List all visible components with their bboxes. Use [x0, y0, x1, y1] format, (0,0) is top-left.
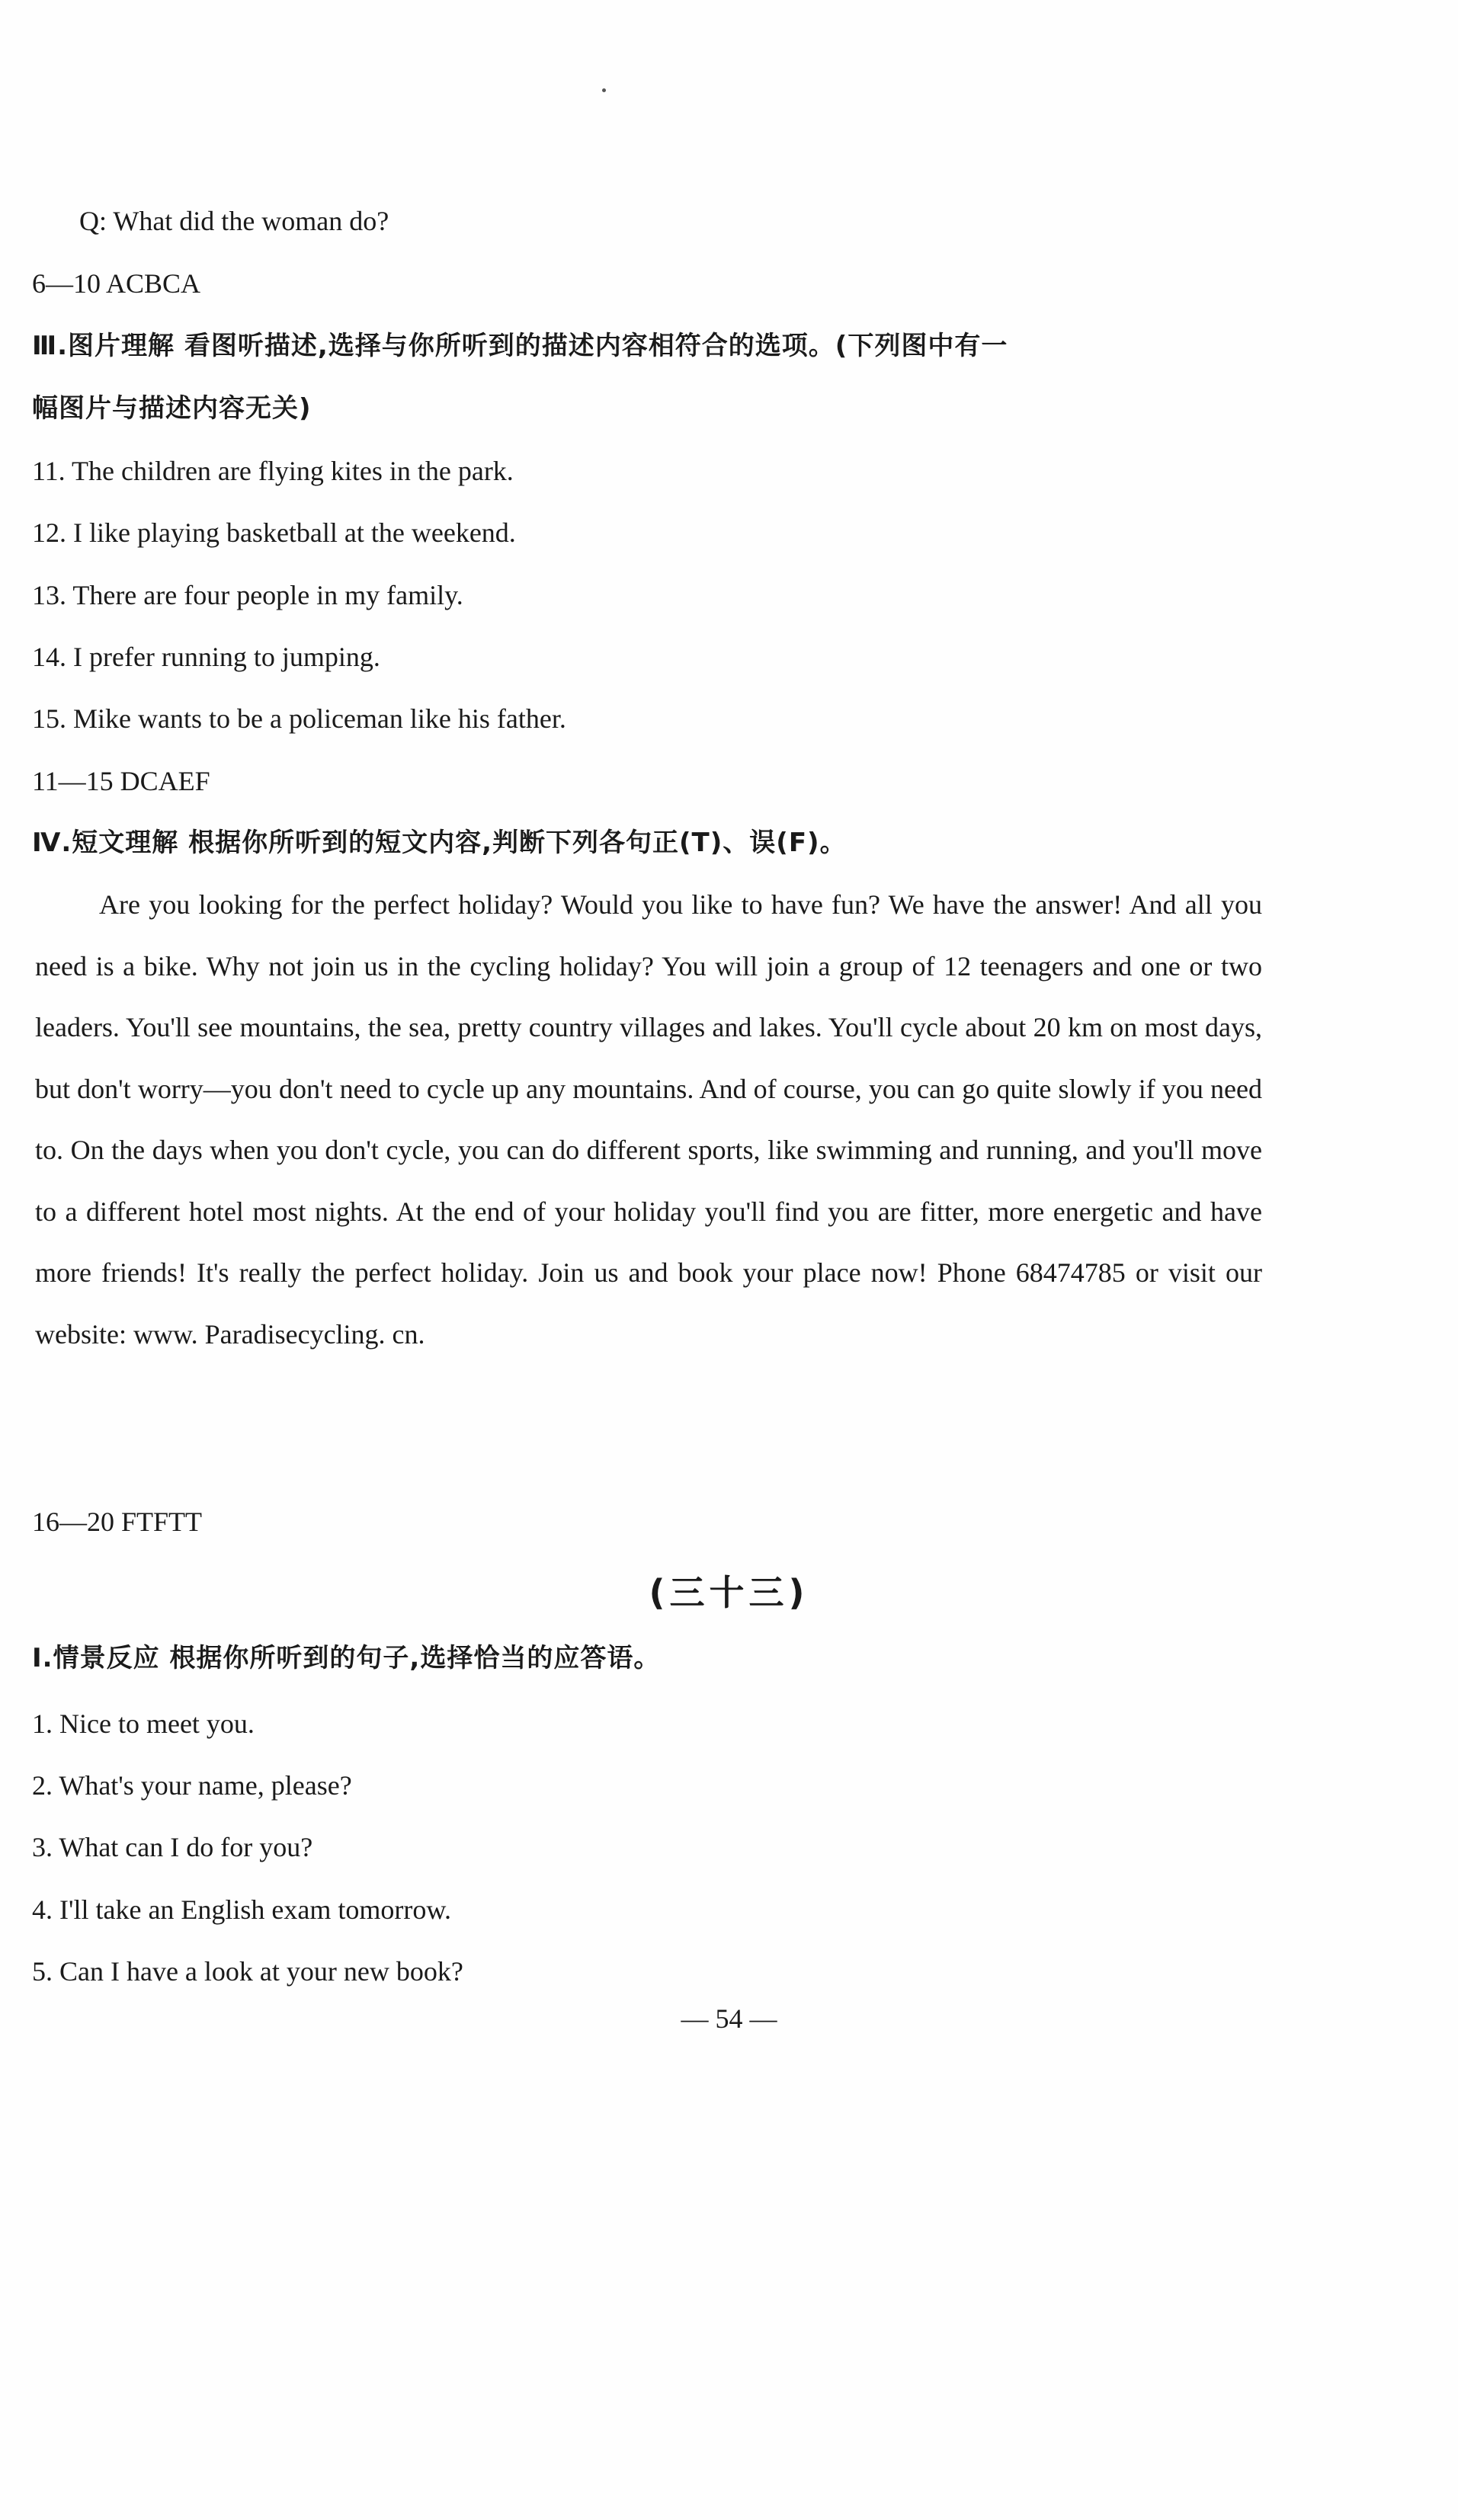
scan-speck [602, 88, 606, 92]
question-line: Q: What did the woman do? [79, 206, 389, 236]
response-item-1: 1. Nice to meet you. [32, 1708, 255, 1739]
section-title: (三十三) [649, 1572, 809, 1613]
listening-item-11: 11. The children are flying kites in the park. [32, 456, 514, 486]
listening-item-14: 14. I prefer running to jumping. [32, 642, 380, 672]
listening-item-15: 15. Mike wants to be a policeman like his father. [32, 703, 566, 734]
response-item-4: 4. I'll take an English exam tomorrow. [32, 1894, 452, 1925]
section-3-heading-cont: 幅图片与描述内容无关) [32, 393, 312, 424]
response-item-5: 5. Can I have a look at your new book? [32, 1956, 463, 1987]
answer-6-10: 6—10 ACBCA [32, 268, 201, 299]
listening-item-12: 12. I like playing basketball at the weekend. [32, 517, 516, 548]
section-3-heading: Ⅲ.图片理解 看图听描述,选择与你所听到的描述内容相符合的选项。(下列图中有一 [32, 331, 1008, 361]
reading-passage: Are you looking for the perfect holiday? Would you like to have fun? We have the answer! And all you need is a bike. Why not join us in the cycling holiday? You will join a group of 12 teenagers and one or two leaders. You'll see mountains, the sea, pretty country villages and lakes. You'll cycle about 20 km on most days, but don't worry—you don't need to cycle up any mountains. And of course, you can go quite slowly if you need to. On the days when you don't cycle, you can do different sports, like swimming and running, and you'll move to a different hotel most nights. At the end of your holiday you'll find you are fitter, more energetic and have more friends! It's really the perfect holiday. Join us and book your place now! Phone 68474785 or visit our website: www. Paradisecycling. cn. [35, 889, 1262, 1350]
section-4-heading: Ⅳ.短文理解 根据你所听到的短文内容,判断下列各句正(T)、误(F)。 [32, 828, 847, 858]
page-number: — 54 — [681, 2003, 777, 2034]
answer-11-15: 11—15 DCAEF [32, 766, 210, 796]
listening-item-13: 13. There are four people in my family. [32, 580, 463, 610]
response-item-2: 2. What's your name, please? [32, 1770, 352, 1801]
section-1-heading: Ⅰ.情景反应 根据你所听到的句子,选择恰当的应答语。 [32, 1643, 661, 1673]
response-item-3: 3. What can I do for you? [32, 1832, 313, 1862]
answer-16-20: 16—20 FTFTT [32, 1507, 203, 1537]
